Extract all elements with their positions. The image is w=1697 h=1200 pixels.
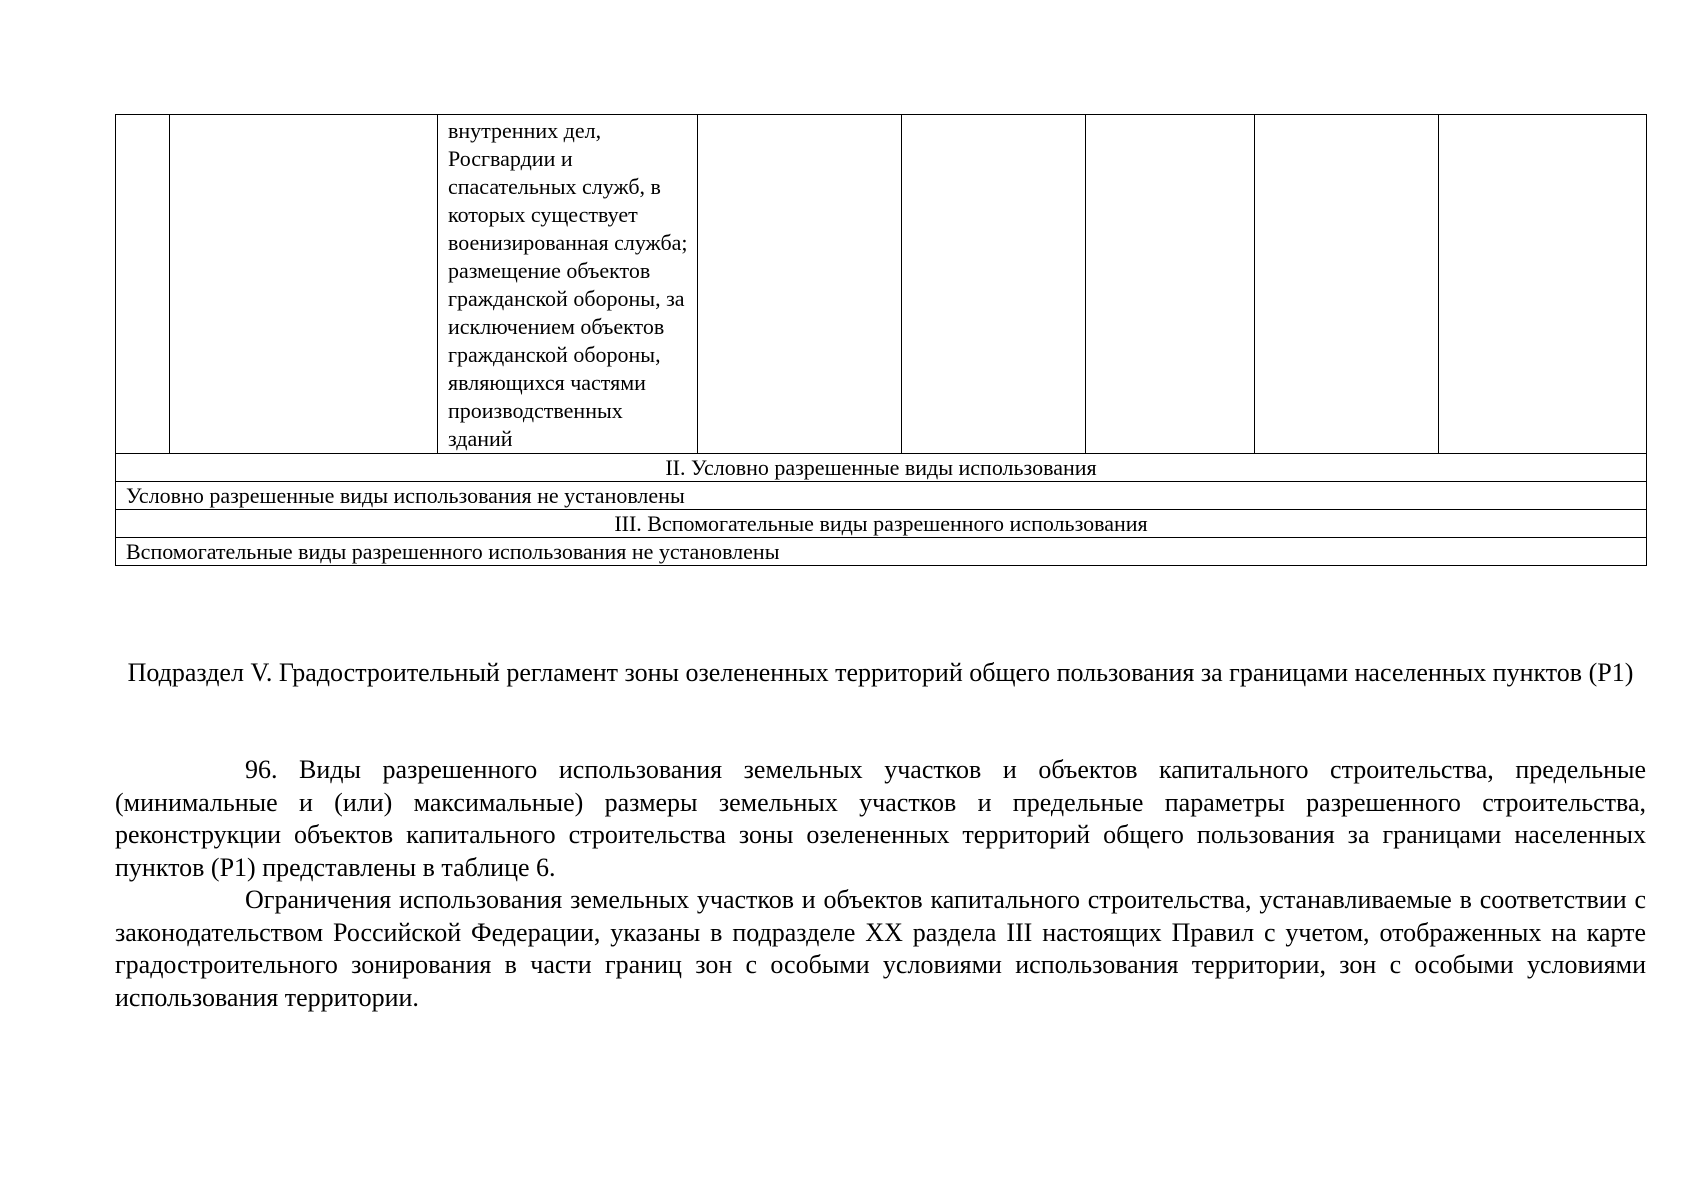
table-cell-use-description: внутренних дел, Росгвардии и спасательных служб, в которых существует военизированная служба; размещение объектов гражданской обороны, за исключением объектов гражданской обороны, являющихся частями производственных зданий [438,115,698,454]
section-iii-note: Вспомогательные виды разрешенного использования не установлены [116,538,1647,566]
paragraph-restrictions: Ограничения использования земельных участков и объектов капитального строительства, устанавливаемые в соответствии с законодательством Российской Федерации, указаны в подразделе XX раздела III настоящих Правил с учетом, отображенных на карте градостроительного зонирования в части границ зон с особыми условиями использования территории, зон с особыми условиями использования территории. [115,885,1646,1012]
table-cell-empty [698,115,902,454]
table-cell-empty [902,115,1086,454]
table-cell-empty [1086,115,1255,454]
table-cell-empty [1439,115,1647,454]
table-row-section-ii [116,454,1647,482]
table-row-section-iii [116,510,1647,538]
table-row-continuation [116,115,1647,454]
section-ii-note: Условно разрешенные виды использования не установлены [116,482,1647,510]
table-cell-use-name [170,115,438,454]
body-text [115,754,1646,1014]
table-row-section-ii-note [116,482,1647,510]
section-iii-title: III. Вспомогательные виды разрешенного использования [116,510,1647,538]
table-row-section-iii-note [116,538,1647,566]
section-ii-title: II. Условно разрешенные виды использования [116,454,1647,482]
table-cell-number [116,115,170,454]
table-cell-empty [1255,115,1439,454]
paragraph-96: 96. Виды разрешенного использования земельных участков и объектов капитального строительства, предельные (минимальные и (или) максимальные) размеры земельных участков и предельные параметры разрешенного строительства, реконструкции объектов капитального строительства зоны озелененных территорий общего пользования за границами населенных пунктов (Р1) представлены в таблице 6. [115,755,1646,882]
subsection-heading: Подраздел V. Градостроительный регламент зоны озелененных территорий общего пользования за границами населенных пунктов (Р1) [127,658,1634,687]
regulation-table [115,114,1647,566]
